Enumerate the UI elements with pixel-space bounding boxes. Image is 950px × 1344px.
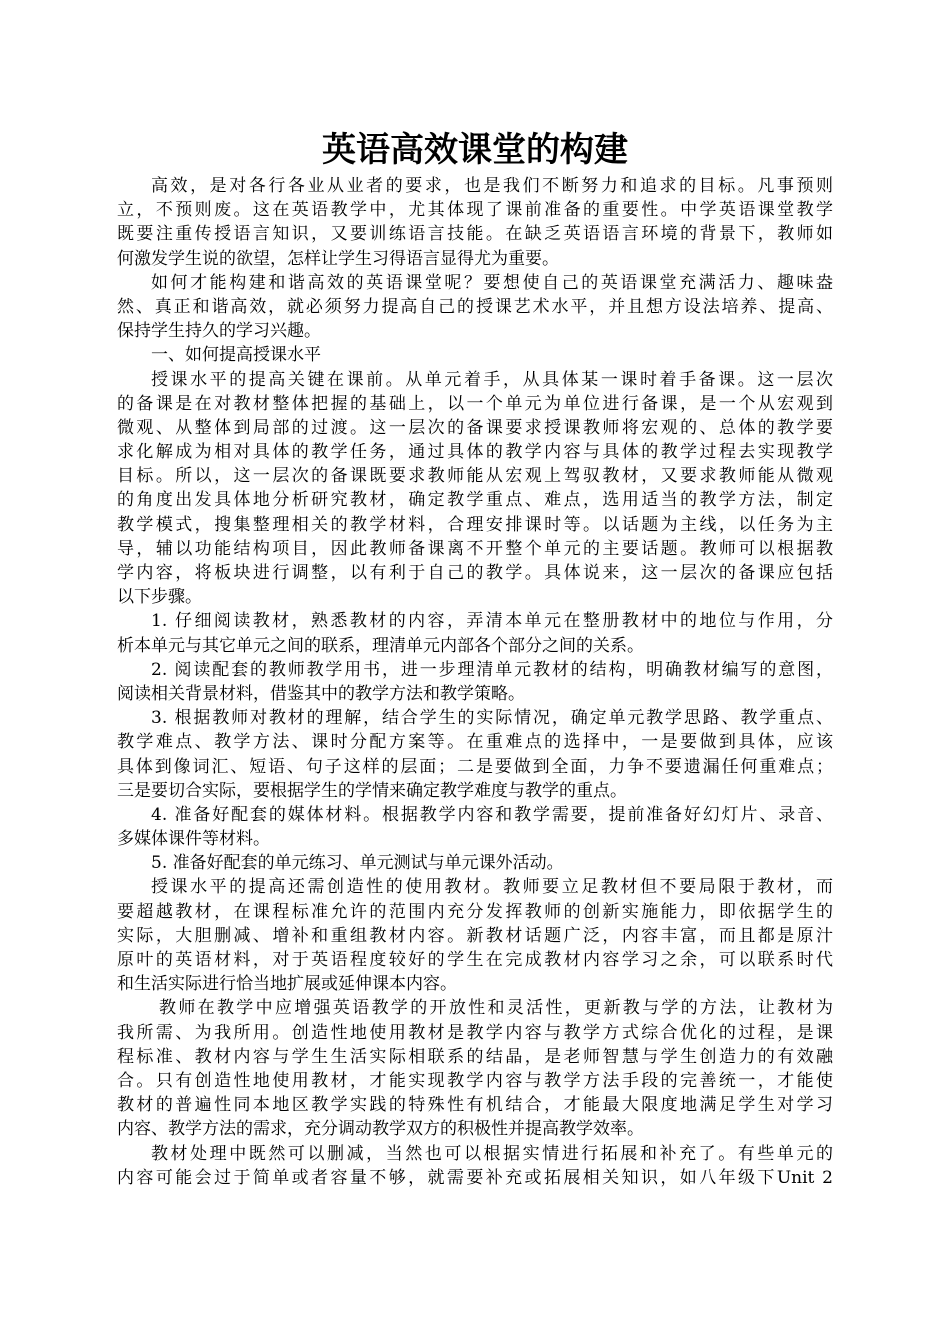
- text-line: 具体到像词汇、短语、句子这样的层面；二是要做到全面，力争不要遗漏任何重难点；: [117, 756, 833, 777]
- text-line: 微观、从整体到局部的过渡。这一层次的备课要求授课教师将宏观的、总体的教学要: [117, 417, 833, 438]
- text-line: 的角度出发具体地分析研究教材，确定教学重点、难点，选用适当的教学方法，制定: [117, 490, 833, 511]
- text-line: 何激发学生说的欲望，怎样让学生习得语言显得尤为重要。: [117, 248, 559, 269]
- text-line: 求化解成为相对具体的教学任务，通过具体的教学内容与具体的教学过程去实现教学: [117, 442, 833, 463]
- text-line: 析本单元与其它单元之间的联系，理清单元内部各个部分之间的关系。: [117, 635, 644, 656]
- text-line: 学内容，将板块进行调整，以有利于自己的教学。具体说来，这一层次的备课应包括: [117, 563, 833, 583]
- text-line: 既要注重传授语言知识，又要训练语言技能。在缺乏英语语言环境的背景下，教师如: [117, 224, 833, 245]
- list-item-line: 1. 仔细阅读教材，熟悉教材的内容，弄清本单元在整册教材中的地位与作用，分: [151, 611, 833, 632]
- text-line: 教材的普遍性同本地区教学实践的特殊性有机结合，才能最大限度地满足学生对学习: [117, 1095, 833, 1116]
- text-line: 实际，大胆删减、增补和重组教材内容。新教材话题广泛，内容丰富，而且都是原汁: [117, 925, 833, 946]
- text-line: 立，不预则废。这在英语教学中，尤其体现了课前准备的重要性。中学英语课堂教学: [117, 200, 833, 221]
- text-line: 高效，是对各行各业从业者的要求，也是我们不断努力和追求的目标。凡事预则: [151, 176, 833, 196]
- list-item-line: 5. 准备好配套的单元练习、单元测试与单元课外活动。: [151, 853, 564, 874]
- text-line: 导，辅以功能结构项目，因此教师备课离不开整个单元的主要话题。教师可以根据教: [117, 538, 833, 559]
- text-line: 内容、教学方法的需求，充分调动教学双方的积极性并提高教学效率。: [117, 1119, 644, 1140]
- section-heading: 一、如何提高授课水平: [151, 345, 321, 366]
- document-body: [117, 174, 833, 1190]
- list-item-line: 4. 准备好配套的媒体材料。根据教学内容和教学需要，提前准备好幻灯片、录音、: [151, 804, 833, 825]
- text-line: 要超越教材，在课程标准允许的范围内充分发挥教师的创新实施能力，即依据学生的: [117, 901, 833, 922]
- text-line: 教学模式，搜集整理相关的教学材料，合理安排课时等。以话题为主线，以任务为主: [117, 514, 833, 535]
- list-item-line: 2. 阅读配套的教师教学用书，进一步理清单元教材的结构，明确教材编写的意图，: [151, 659, 833, 680]
- text-line: 目标。所以，这一层次的备课既要求教师能从宏观上驾驭教材，又要求教师能从微观: [117, 466, 833, 487]
- text-line: 的备课是在对教材整体把握的基础上，以一个单元为单位进行备课，是一个从宏观到: [117, 393, 833, 414]
- text-line: 内容可能会过于简单或者容量不够，就需要补充或拓展相关知识，如八年级下Unit 2: [117, 1167, 833, 1188]
- text-line: 教材处理中既然可以删减，当然也可以根据实情进行拓展和补充了。有些单元的: [151, 1143, 833, 1164]
- text-line: 阅读相关背景材料，借鉴其中的教学方法和教学策略。: [117, 683, 525, 704]
- text-line: 教师在教学中应增强英语教学的开放性和灵活性，更新教与学的方法，让教材为: [159, 998, 833, 1019]
- text-line: 授课水平的提高还需创造性的使用教材。教师要立足教材但不要局限于教材，而: [151, 877, 833, 898]
- text-line: 以下步骤。: [117, 587, 202, 608]
- text-line: 合。只有创造性地使用教材，才能实现教学内容与教学方法手段的完善统一，才能使: [117, 1070, 833, 1091]
- text-line: 授课水平的提高关键在课前。从单元着手，从具体某一课时着手备课。这一层次: [151, 369, 833, 390]
- text-line: 和生活实际进行恰当地扩展或延伸课本内容。: [117, 974, 457, 995]
- list-item-line: 3. 根据教师对教材的理解，结合学生的实际情况，确定单元教学思路、教学重点、: [151, 708, 833, 729]
- text-line: 保持学生持久的学习兴趣。: [117, 321, 321, 342]
- text-line: 程标准、教材内容与学生生活实际相联系的结晶，是老师智慧与学生创造力的有效融: [117, 1046, 833, 1067]
- text-line: 如何才能构建和谐高效的英语课堂呢？要想使自己的英语课堂充满活力、趣味盎: [151, 272, 833, 293]
- text-line: 教学难点、教学方法、课时分配方案等。在重难点的选择中，一是要做到具体，应该: [117, 732, 833, 753]
- text-line: 然、真正和谐高效，就必须努力提高自己的授课艺术水平，并且想方设法培养、提高、: [117, 296, 833, 317]
- document-title: 英语高效课堂的构建: [322, 130, 628, 170]
- text-line: 三是要切合实际，要根据学生的学情来确定教学难度与教学的重点。: [117, 780, 627, 801]
- text-line: 多媒体课件等材料。: [117, 829, 270, 850]
- text-line: 我所需、为我所用。创造性地使用教材是教学内容与教学方式综合优化的过程，是课: [117, 1022, 833, 1043]
- text-line: 原叶的英语材料，对于英语程度较好的学生在完成教材内容学习之余，可以联系时代: [117, 950, 833, 970]
